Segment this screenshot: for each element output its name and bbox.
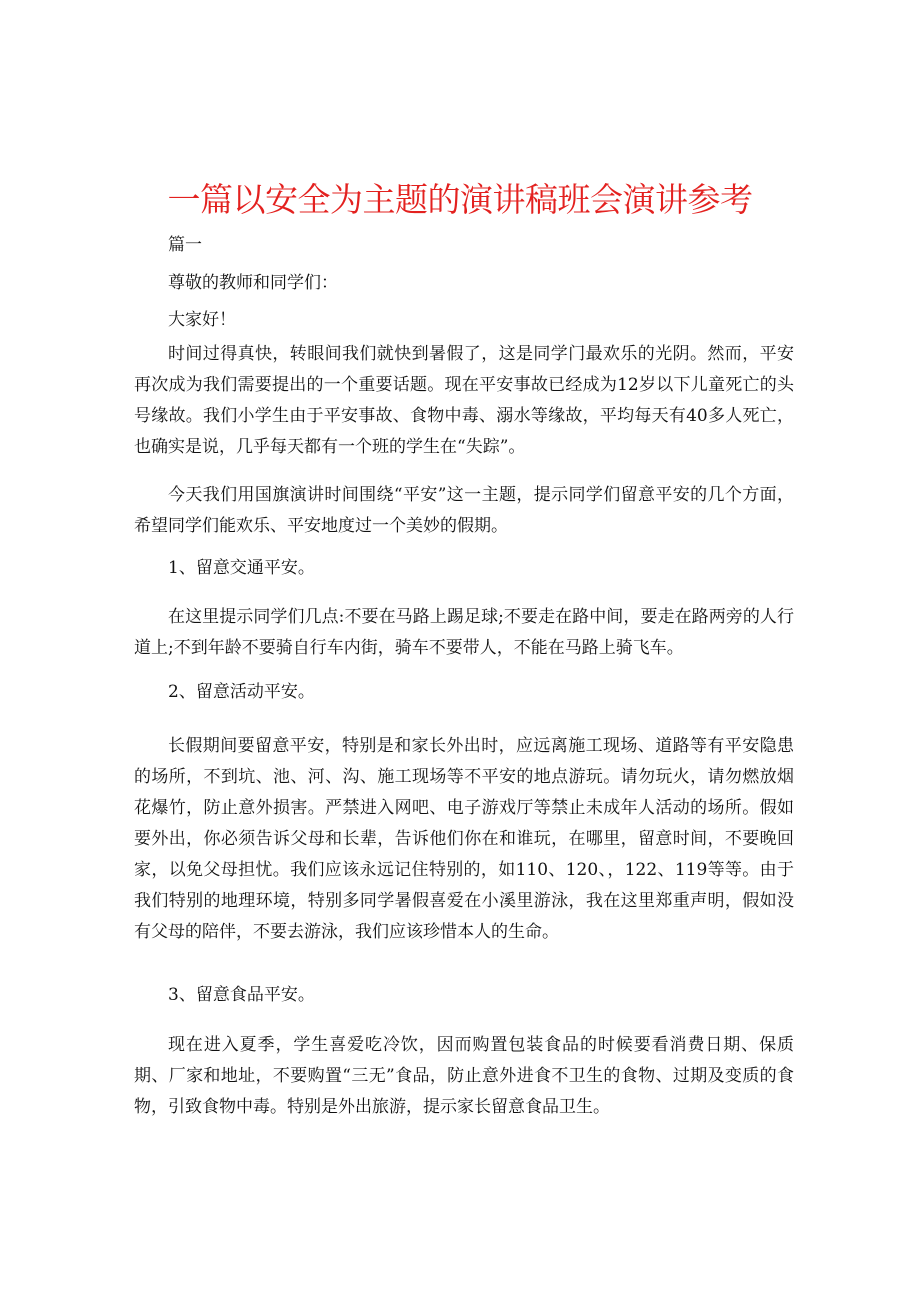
greeting: 大家好！ bbox=[168, 310, 236, 330]
paragraph-purpose: 今天我们用国旗演讲时间围绕“平安”这一主题，提示同学们留意平安的几个方面，希望同学们能欢乐、平安地度过一个美妙的假期。 bbox=[134, 485, 794, 536]
heading-activity-safety: 2、留意活动平安。 bbox=[168, 682, 315, 702]
paragraph-intro: 时间过得真快，转眼间我们就快到暑假了，这是同学门最欢乐的光阴。然而，平安再次成为我们需要提出的一个重要话题。现在平安事故已经成为12岁以下儿童死亡的头号缘故。我们小学生由于平安事故、食物中毒、溺水等缘故，平均每天有40多人死亡，也确实是说，几乎每天都有一个班的学生在“失踪”。 bbox=[134, 344, 794, 457]
section-label: 篇一 bbox=[168, 235, 202, 255]
paragraph-activity-safety: 长假期间要留意平安，特别是和家长外出时，应远离施工现场、道路等有平安隐患的场所，不到坑、池、河、沟、施工现场等不平安的地点游玩。请勿玩火，请勿燃放烟花爆竹，防止意外损害。严禁进入网吧、电子游戏厅等禁止未成年人活动的场所。假如要外出，你必须告诉父母和长辈，告诉他们你在和谁玩，在哪里，留意时间，不要晚回家，以免父母担忧。我们应该永远记住特别的，如110、120、，122、119等等。由于我们特别的地理环境，特别多同学暑假喜爱在小溪里游泳，我在这里郑重声明，假如没有父母的陪伴，不要去游泳，我们应该珍惜本人的生命。 bbox=[134, 736, 794, 942]
salutation: 尊敬的教师和同学们： bbox=[168, 273, 338, 293]
document-title: 一篇以安全为主题的演讲稿班会演讲参考 bbox=[167, 180, 753, 219]
heading-traffic-safety: 1、留意交通平安。 bbox=[168, 558, 315, 578]
paragraph-traffic-safety: 在这里提示同学们几点:不要在马路上踢足球;不要走在路中间，要走在路两旁的人行道上;不到年龄不要骑自行车内街，骑车不要带人，不能在马路上骑飞车。 bbox=[134, 607, 794, 658]
heading-food-safety: 3、留意食品平安。 bbox=[168, 985, 315, 1005]
paragraph-food-safety: 现在进入夏季，学生喜爱吃冷饮，因而购置包装食品的时候要看消费日期、保质期、厂家和地址，不要购置“三无”食品，防止意外进食不卫生的食物、过期及变质的食物，引致食物中毒。特别是外出旅游，提示家长留意食品卫生。 bbox=[134, 1035, 794, 1117]
